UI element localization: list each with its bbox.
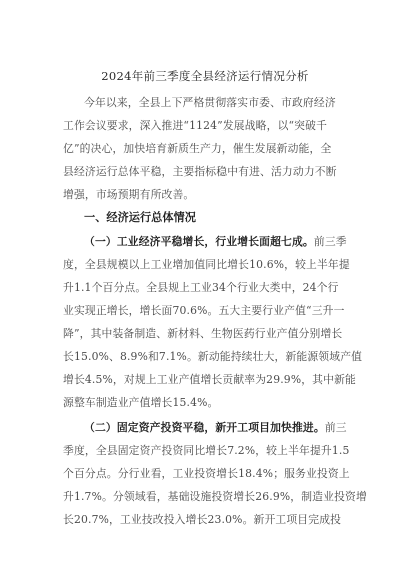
body-line: 源整车制造业产值增长15.4%。: [63, 396, 219, 409]
body-line: 升1.7%。分领域看，基础设施投资增长26.9%，制造业投资增: [63, 490, 367, 503]
document-title: 2024年前三季度全县经济运行情况分析: [101, 69, 309, 83]
subsection-1-lead-rest: 前三季: [313, 235, 347, 248]
subsection-1-lead: （一）工业经济平稳增长，行业增长面超七成。: [84, 235, 314, 248]
body-line: 降”，其中装备制造、新材料、生物医药行业产值分别增长: [63, 327, 343, 340]
body-line: 度，全县规模以上工业增加值同比增长10.6%，较上半年提: [63, 258, 350, 271]
intro-line: 工作会议要求，深入推进“1124”发展战略，以“突破千: [63, 119, 328, 132]
body-line: 个百分点。分行业看，工业投资增长18.4%；服务业投资上: [63, 467, 350, 480]
section-heading: 一、经济运行总体情况: [84, 211, 196, 224]
intro-line: 今年以来，全县上下严格贯彻落实市委、市政府经济: [84, 96, 336, 109]
intro-line: 增强，市场预期有所改善。: [63, 188, 195, 201]
body-line: 长20.7%，工业技改投入增长23.0%。新开工项目完成投: [63, 513, 342, 526]
body-line: 季度，全县固定资产投资同比增长7.2%，较上半年提升1.5: [63, 444, 350, 457]
intro-line: 亿”的决心，加快培育新质生产力，催生发展新动能，全: [63, 142, 332, 155]
subsection-2-lead-rest: 前三: [324, 421, 347, 434]
body-line: 增长4.5%，对规上工业产值增长贡献率为29.9%，其中新能: [63, 373, 356, 386]
intro-line: 县经济运行总体平稳，主要指标稳中有进、活力动力不断: [63, 165, 337, 178]
body-line: 升1.1个百分点。全县规上工业34个行业大类中，24个行: [63, 281, 339, 294]
subsection-1-first-line: [84, 234, 363, 250]
body-line: 长15.0%、8.9%和7.1%。新动能持续壮大，新能源领域产值: [63, 350, 363, 363]
body-line: 业实现正增长，增长面70.6%。五大主要行业产值“三升一: [63, 304, 345, 317]
subsection-2-lead: （二）固定资产投资平稳，新开工项目加快推进。: [84, 421, 325, 434]
subsection-2-first-line: [84, 420, 363, 436]
